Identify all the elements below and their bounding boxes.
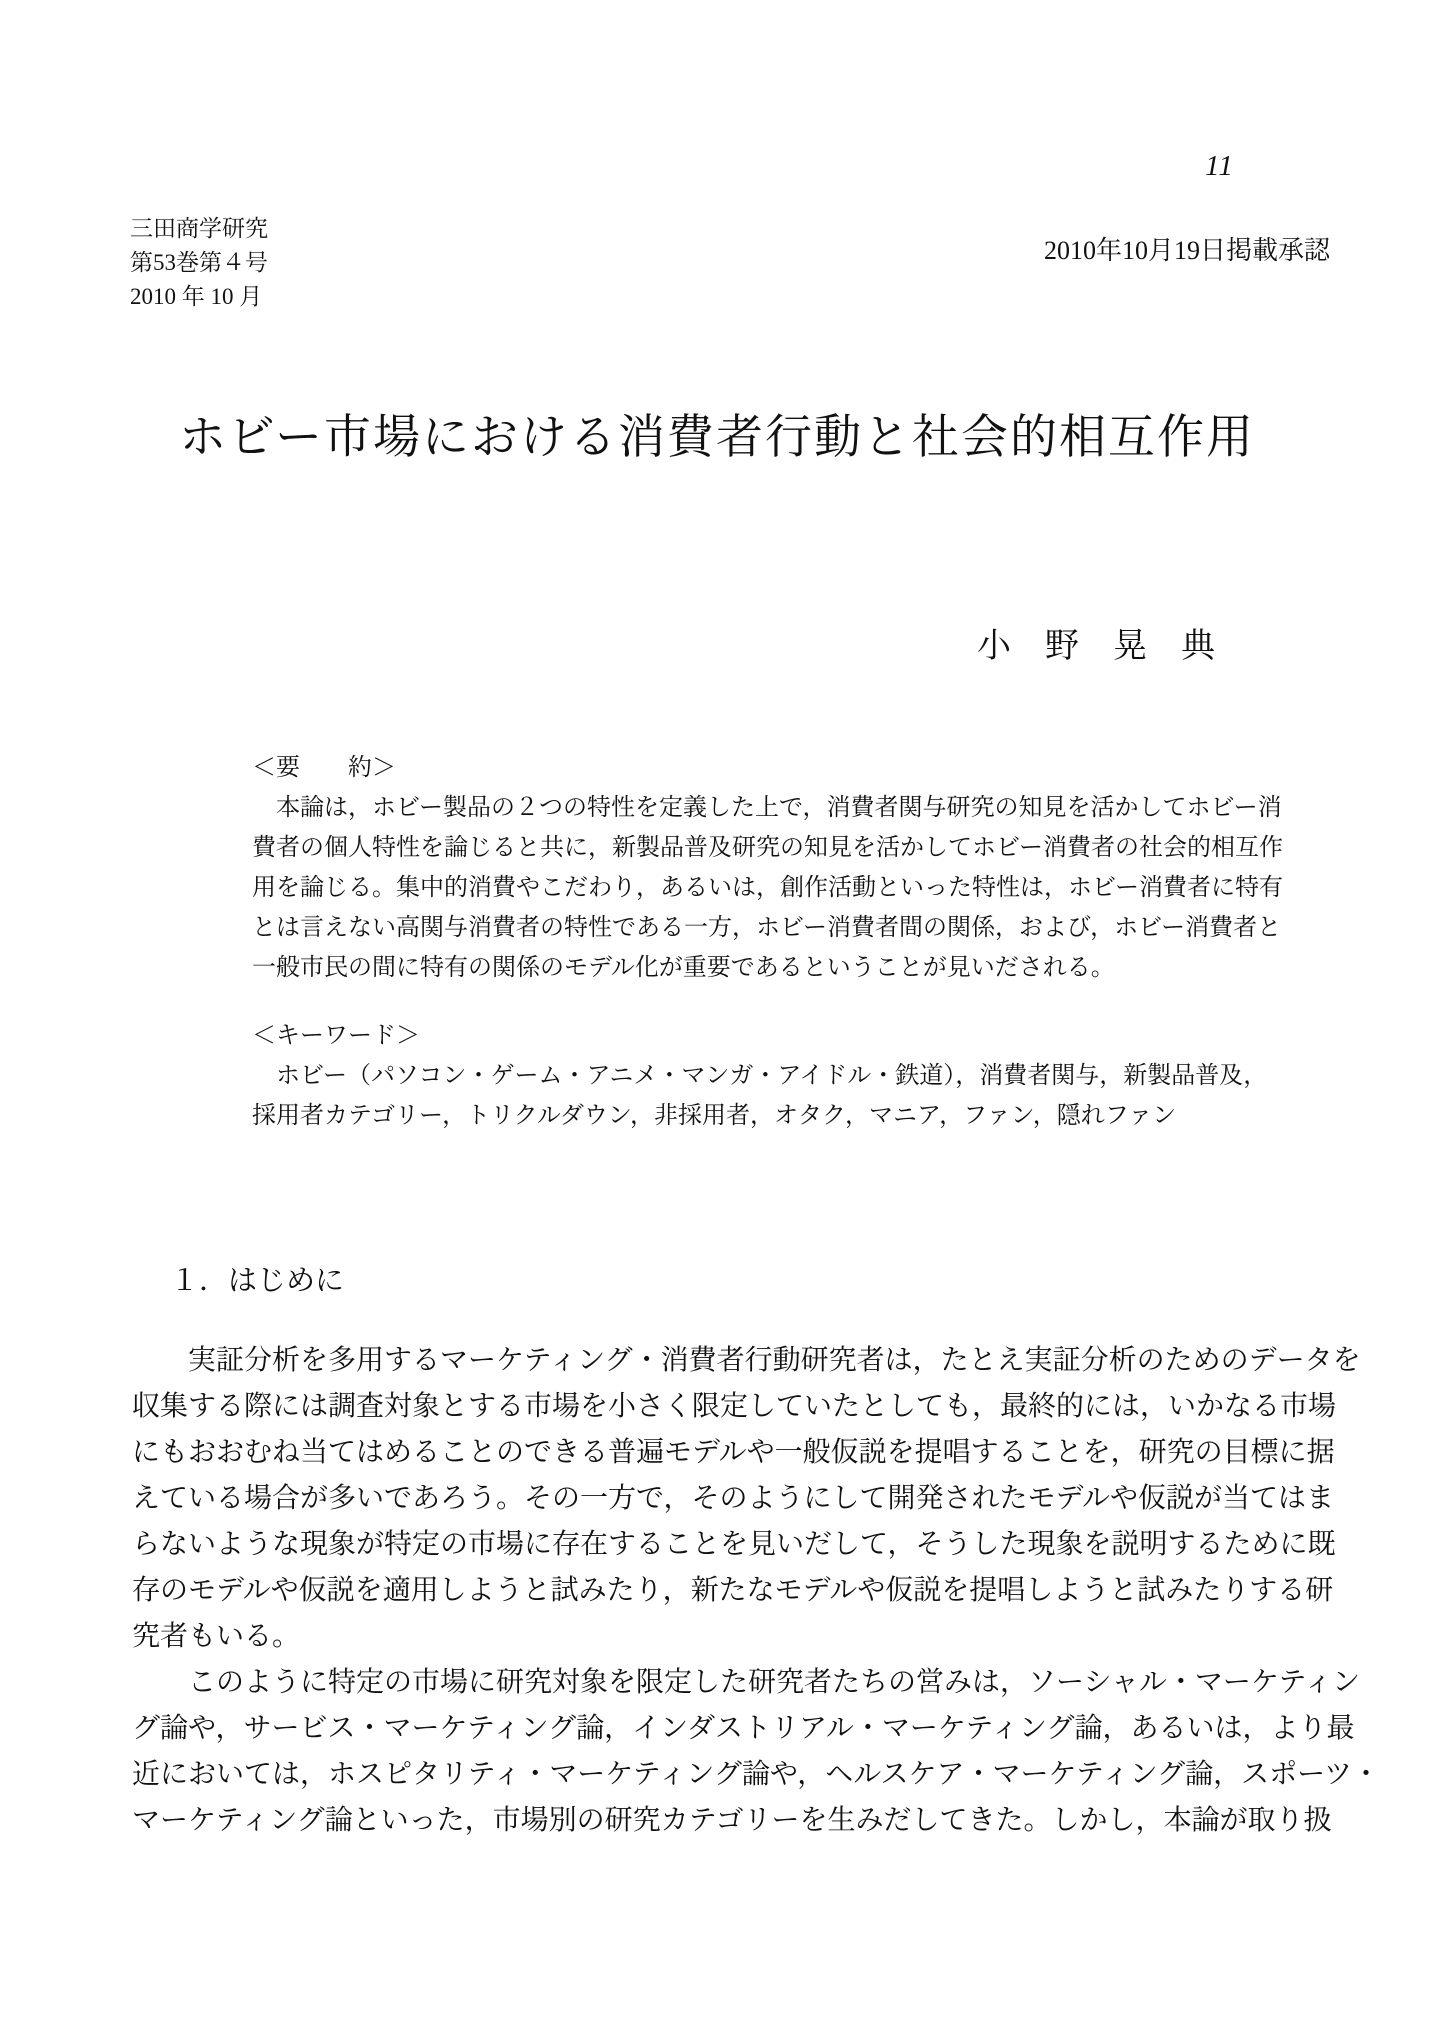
- body-line: にもおおむね当てはめることのできる普遍モデルや一般仮説を提唱することを，研究の目標に据: [132, 1437, 1335, 1468]
- body-line: マーケティング論といった，市場別の研究カテゴリーを生みだしてきた。しかし，本論が取り扱: [132, 1805, 1332, 1836]
- page-number: 11: [1205, 150, 1234, 182]
- body-line: 究者もいる。: [132, 1621, 301, 1652]
- body-line: 実証分析を多用するマーケティング・消費者行動研究者は，たとえ実証分析のためのデータを: [132, 1345, 1361, 1376]
- journal-header: [130, 212, 268, 314]
- body-text: [132, 1338, 1380, 1844]
- abstract-heading: ＜要 約＞: [252, 755, 396, 781]
- journal-volume-issue: 第53巻第４号: [130, 250, 268, 275]
- body-line: グ論や，サービス・マーケティング論，インダストリアル・マーケティング論，あるいは，より最: [132, 1713, 1355, 1744]
- article-title: ホビー市場における消費者行動と社会的相互作用: [178, 412, 1256, 464]
- abstract-line: 一般市民の間に特有の関係のモデル化が重要であるということが見いだされる。: [252, 955, 1115, 981]
- abstract-line: とは言えない高関与消費者の特性である一方，ホビー消費者間の関係，および，ホビー消費者と: [252, 915, 1282, 941]
- abstract-line: 費者の個人特性を論じると共に，新製品普及研究の知見を活かしてホビー消費者の社会的相互作: [252, 835, 1284, 861]
- body-line: 収集する際には調査対象とする市場を小さく限定していたとしても，最終的には，いかなる市場: [132, 1391, 1337, 1422]
- body-line: 近においては，ホスピタリティ・マーケティング論や，ヘルスケア・マーケティング論，スポーツ・: [132, 1759, 1380, 1790]
- abstract-line: 本論は，ホビー製品の２つの特性を定義した上で，消費者関与研究の知見を活かしてホビー消: [252, 795, 1282, 821]
- keywords-section: [252, 1016, 1268, 1136]
- abstract-section: [252, 748, 1284, 988]
- body-line: このように特定の市場に研究対象を限定した研究者たちの営みは，ソーシャル・マーケティン: [132, 1667, 1361, 1698]
- approval-note: 2010年10月19日掲載承認: [1043, 236, 1330, 265]
- section-heading: １．はじめに: [170, 1265, 345, 1297]
- keywords-line: ホビー（パソコン・ゲーム・アニメ・マンガ・アイドル・鉄道），消費者関与，新製品普及，: [252, 1063, 1268, 1089]
- article-author: 小 野 晃 典: [977, 628, 1215, 665]
- body-line: えている場合が多いであろう。その一方で，そのようにして開発されたモデルや仮説が当てはま: [132, 1483, 1335, 1514]
- body-line: 存のモデルや仮説を適用しようと試みたり，新たなモデルや仮説を提唱しようと試みたりする研: [132, 1575, 1334, 1606]
- body-line: らないような現象が特定の市場に存在することを見いだして，そうした現象を説明するために既: [132, 1529, 1336, 1560]
- keywords-heading: ＜キーワード＞: [252, 1023, 420, 1049]
- keywords-line: 採用者カテゴリー，トリクルダウン，非採用者，オタク，マニア，ファン，隠れファン: [252, 1103, 1177, 1129]
- journal-name: 三田商学研究: [130, 216, 268, 241]
- journal-issue-date: 2010 年 10 月: [130, 284, 263, 309]
- abstract-line: 用を論じる。集中的消費やこだわり，あるいは，創作活動といった特性は，ホビー消費者に特有: [252, 875, 1284, 901]
